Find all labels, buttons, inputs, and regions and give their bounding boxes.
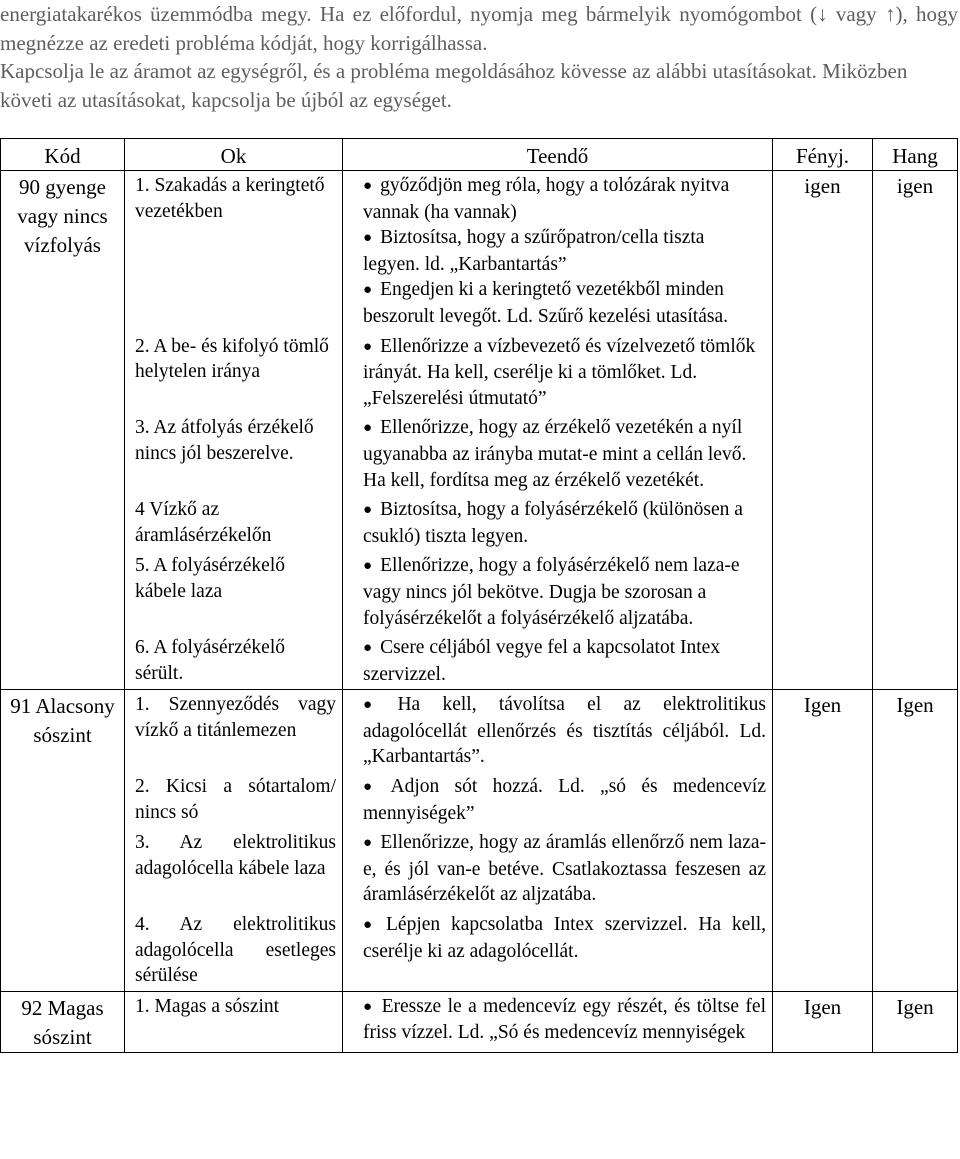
bullet-icon: ● (363, 917, 379, 934)
action-item (363, 415, 766, 493)
action-item (363, 497, 766, 549)
cause-cell: 1. Magas a sószint (125, 991, 343, 1052)
intro-paragraph-1: energiatakarékos üzemmódba megy. Ha ez előfordul, nyomja meg bármelyik nyomógombot (↓ vagy ↑), hogy megnézze az eredeti probléma kódját, hogy korrigálhassa. (0, 2, 958, 55)
bullet-icon: ● (363, 282, 373, 299)
action-text: Biztosítsa, hogy a szűrőpatron/cella tiszta legyen. ld. „Karbantartás” (363, 227, 705, 275)
action-text: Ellenőrizze, hogy az áramlás ellenőrző nem laza-e, és jól van-e betéve. Csatlakoztassa feszesen az áramlásérzékelőt az aljzatába. (363, 832, 766, 906)
action-text: Adjon sót hozzá. Ld. „só és medencevíz mennyiségek” (363, 776, 766, 824)
action-item (363, 225, 766, 277)
action-cell (343, 690, 773, 772)
header-cause: Ok (125, 139, 343, 171)
action-cell (343, 633, 773, 690)
cause-cell: 3. Az elektrolitikus adagolócella kábele laza (125, 828, 343, 910)
cause-cell: 4 Vízkő az áramlásérzékelőn (125, 495, 343, 551)
action-text: Ha kell, távolítsa el az elektrolitikus adagolócellát ellenőrzés és tisztítás céljából. Ld. „Karbantartás”. (363, 694, 766, 768)
bullet-icon: ● (363, 230, 373, 247)
action-text: győződjön meg róla, hogy a tolózárak nyitva vannak (ha vannak) (363, 175, 730, 223)
table-row (1, 171, 958, 332)
bullet-icon: ● (363, 998, 374, 1015)
bullet-icon: ● (363, 502, 373, 519)
action-item (363, 994, 766, 1046)
error-code-cell: 92 Magas sószint (1, 991, 125, 1052)
light-indicator-cell: igen (773, 171, 873, 690)
cause-cell: 4. Az elektrolitikus adagolócella esetleges sérülése (125, 910, 343, 991)
action-text: Csere céljából vegye fel a kapcsolatot Intex szervizzel. (363, 637, 721, 685)
action-text: Engedjen ki a keringtető vezetékből minden beszorult levegőt. Ld. Szűrő kezelési utasítása. (363, 279, 728, 327)
error-code-table (0, 138, 958, 1053)
action-item (363, 334, 766, 412)
error-code-cell: 91 Alacsony sószint (1, 690, 125, 992)
cause-cell: 2. A be- és kifolyó tömlő helytelen iránya (125, 332, 343, 414)
action-item (363, 830, 766, 908)
cause-cell: 5. A folyásérzékelő kábele laza (125, 551, 343, 633)
action-cell (343, 772, 773, 828)
action-text: Ellenőrizze, hogy a folyásérzékelő nem laza-e vagy nincs jól bekötve. Dugja be szorosan a folyásérzékelőt a folyásérzékelő aljzatába. (363, 555, 740, 629)
header-sound: Hang (873, 139, 958, 171)
action-item (363, 277, 766, 329)
action-cell (343, 828, 773, 910)
action-cell (343, 910, 773, 991)
bullet-icon: ● (363, 640, 373, 657)
sound-indicator-cell: Igen (873, 991, 958, 1052)
action-item (363, 553, 766, 631)
action-cell (343, 551, 773, 633)
action-item (363, 912, 766, 964)
table-body (1, 171, 958, 1053)
table-row (1, 690, 958, 772)
cause-cell: 1. Szakadás a keringtető vezetékben (125, 171, 343, 332)
intro-paragraph-2: Kapcsolja le az áramot az egységről, és a probléma megoldásához kövesse az alábbi utasításokat. Miközben követi az utasításokat, kapcsolja be újból az egységet. (0, 59, 908, 112)
header-code: Kód (1, 139, 125, 171)
action-text: Lépjen kapcsolatba Intex szervizzel. Ha kell, cserélje ki az adagolócellát. (363, 914, 767, 962)
bullet-icon: ● (363, 835, 373, 852)
bullet-icon: ● (363, 420, 373, 437)
error-code-cell: 90 gyenge vagy nincs vízfolyás (1, 171, 125, 690)
action-cell (343, 413, 773, 495)
action-text: Ellenőrizze a vízbevezető és vízelvezető tömlők irányát. Ha kell, cserélje ki a tömlőket. Ld. „Felszerelési útmutató” (363, 335, 756, 409)
bullet-icon: ● (363, 558, 373, 575)
cause-cell: 1. Szennyeződés vagy vízkő a titánlemezen (125, 690, 343, 772)
header-light: Fényj. (773, 139, 873, 171)
cause-cell: 2. Kicsi a sótartalom/ nincs só (125, 772, 343, 828)
header-action: Teendő (343, 139, 773, 171)
light-indicator-cell: Igen (773, 690, 873, 992)
cause-cell: 3. Az átfolyás érzékelő nincs jól beszerelve. (125, 413, 343, 495)
table-row (1, 991, 958, 1052)
bullet-icon: ● (363, 178, 373, 194)
sound-indicator-cell: Igen (873, 690, 958, 992)
action-item (363, 173, 766, 225)
action-item (363, 692, 766, 770)
action-cell (343, 171, 773, 332)
bullet-icon: ● (363, 779, 383, 796)
action-item (363, 774, 766, 826)
bullet-icon: ● (363, 338, 373, 355)
action-cell (343, 495, 773, 551)
action-item (363, 635, 766, 687)
cause-cell: 6. A folyásérzékelő sérült. (125, 633, 343, 690)
action-text: Eressze le a medencevíz egy részét, és töltse fel friss vízzel. Ld. „Só és medencevíz mennyiségek (363, 995, 766, 1044)
intro-text (0, 0, 958, 114)
light-indicator-cell: Igen (773, 991, 873, 1052)
table-header-row (1, 139, 958, 171)
action-cell (343, 332, 773, 414)
action-text: Biztosítsa, hogy a folyásérzékelő (különösen a csukló) tiszta legyen. (363, 499, 743, 547)
action-cell (343, 991, 773, 1052)
action-text: Ellenőrizze, hogy az érzékelő vezetékén a nyíl ugyanabba az irányba mutat-e mint a cellán levő. Ha kell, fordítsa meg az érzékelő vezetékét. (363, 417, 747, 491)
bullet-icon: ● (363, 697, 390, 714)
sound-indicator-cell: igen (873, 171, 958, 690)
